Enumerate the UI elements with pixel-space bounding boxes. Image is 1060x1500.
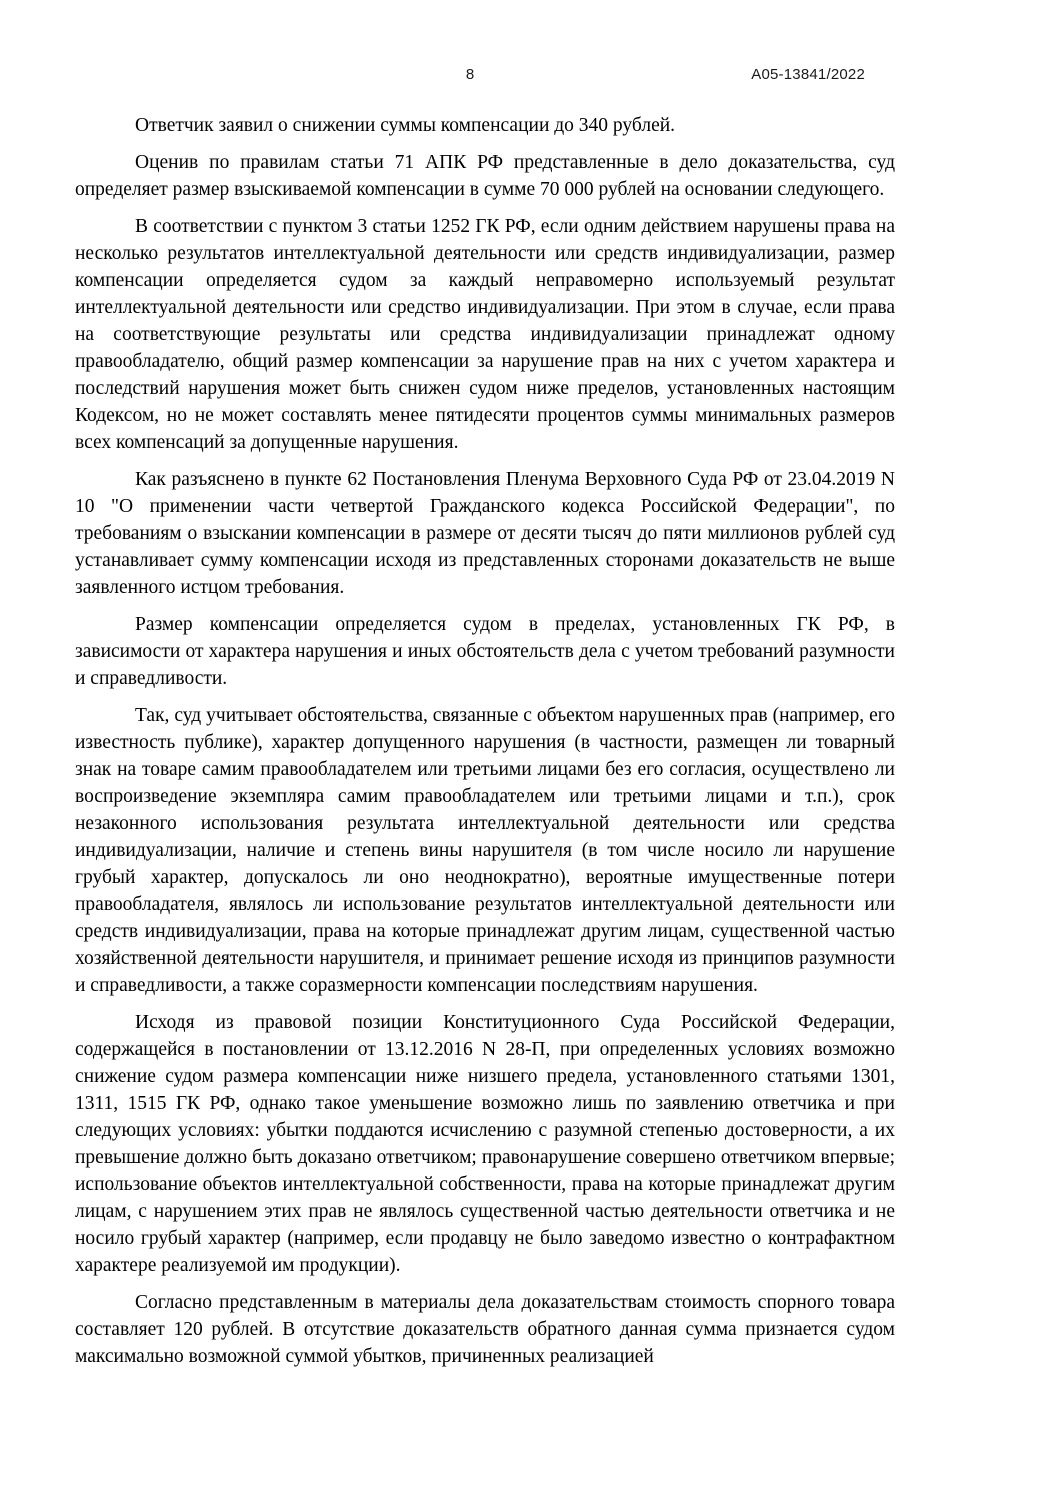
document-body <box>0 84 1060 1370</box>
paragraph: Согласно представленным в материалы дела доказательствам стоимость спорного товара составляет 120 рублей. В отсутствие доказательств обратного данная сумма признается судом максимально возможной суммой убытков, причиненных реализацией <box>75 1292 895 1367</box>
case-number: А05-13841/2022 <box>751 66 865 83</box>
page-number: 8 <box>465 66 475 83</box>
paragraph: Ответчик заявил о снижении суммы компенсации до 340 рублей. <box>135 115 676 136</box>
paragraph: Как разъяснено в пункте 62 Постановления Пленума Верховного Суда РФ от 23.04.2019 N 10 "О применении части четвертой Гражданского кодекса Российской Федерации", по требованиям о взыскании компенсации в размере от десяти тысяч до пяти миллионов рублей суд устанавливает сумму компенсации исходя из представленных сторонами доказательств не выше заявленного истцом требования. <box>75 469 895 598</box>
paragraph: Так, суд учитывает обстоятельства, связанные с объектом нарушенных прав (например, его известность публике), характер допущенного нарушения (в частности, размещен ли товарный знак на товаре самим правообладателем или третьими лицами без его согласия, осуществлено ли воспроизведение экземпляра самим правообладателем или третьими лицами и т.п.), срок незаконного использования результата интеллектуальной деятельности или средства индивидуализации, наличие и степень вины нарушителя (в том числе носило ли нарушение грубый характер, допускалось ли оно неоднократно), вероятные имущественные потери правообладателя, являлось ли использование результатов интеллектуальной деятельности или средств индивидуализации, права на которые принадлежат другим лицам, существенной частью хозяйственной деятельности нарушителя, и принимает решение исходя из принципов разумности и справедливости, а также соразмерности компенсации последствиям нарушения. <box>75 705 895 996</box>
paragraph: Исходя из правовой позиции Конституционного Суда Российской Федерации, содержащейся в постановлении от 13.12.2016 N 28-П, при определенных условиях возможно снижение судом размера компенсации ниже низшего предела, установленного статьями 1301, 1311, 1515 ГК РФ, однако такое уменьшение возможно лишь по заявлению ответчика и при следующих условиях: убытки поддаются исчислению с разумной степенью достоверности, а их превышение должно быть доказано ответчиком; правонарушение совершено ответчиком впервые; использование объектов интеллектуальной собственности, права на которые принадлежат другим лицам, с нарушением этих прав не являлось существенной частью деятельности ответчика и не носило грубый характер (например, если продавцу не было заведомо известно о контрафактном характере реализуемой им продукции). <box>75 1012 895 1276</box>
paragraph: Оценив по правилам статьи 71 АПК РФ представленные в дело доказательства, суд определяет размер взыскиваемой компенсации в сумме 70 000 рублей на основании следующего. <box>75 152 895 200</box>
page-header <box>0 0 1060 84</box>
paragraph: Размер компенсации определяется судом в пределах, установленных ГК РФ, в зависимости от характера нарушения и иных обстоятельств дела с учетом требований разумности и справедливости. <box>75 614 895 689</box>
paragraph: В соответствии с пунктом 3 статьи 1252 ГК РФ, если одним действием нарушены права на несколько результатов интеллектуальной деятельности или средств индивидуализации, размер компенсации определяется судом за каждый неправомерно используемый результат интеллектуальной деятельности или средство индивидуализации. При этом в случае, если права на соответствующие результаты или средства индивидуализации принадлежат одному правообладателю, общий размер компенсации за нарушение прав на них с учетом характера и последствий нарушения может быть снижен судом ниже пределов, установленных настоящим Кодексом, но не может составлять менее пятидесяти процентов суммы минимальных размеров всех компенсаций за допущенные нарушения. <box>75 216 895 453</box>
